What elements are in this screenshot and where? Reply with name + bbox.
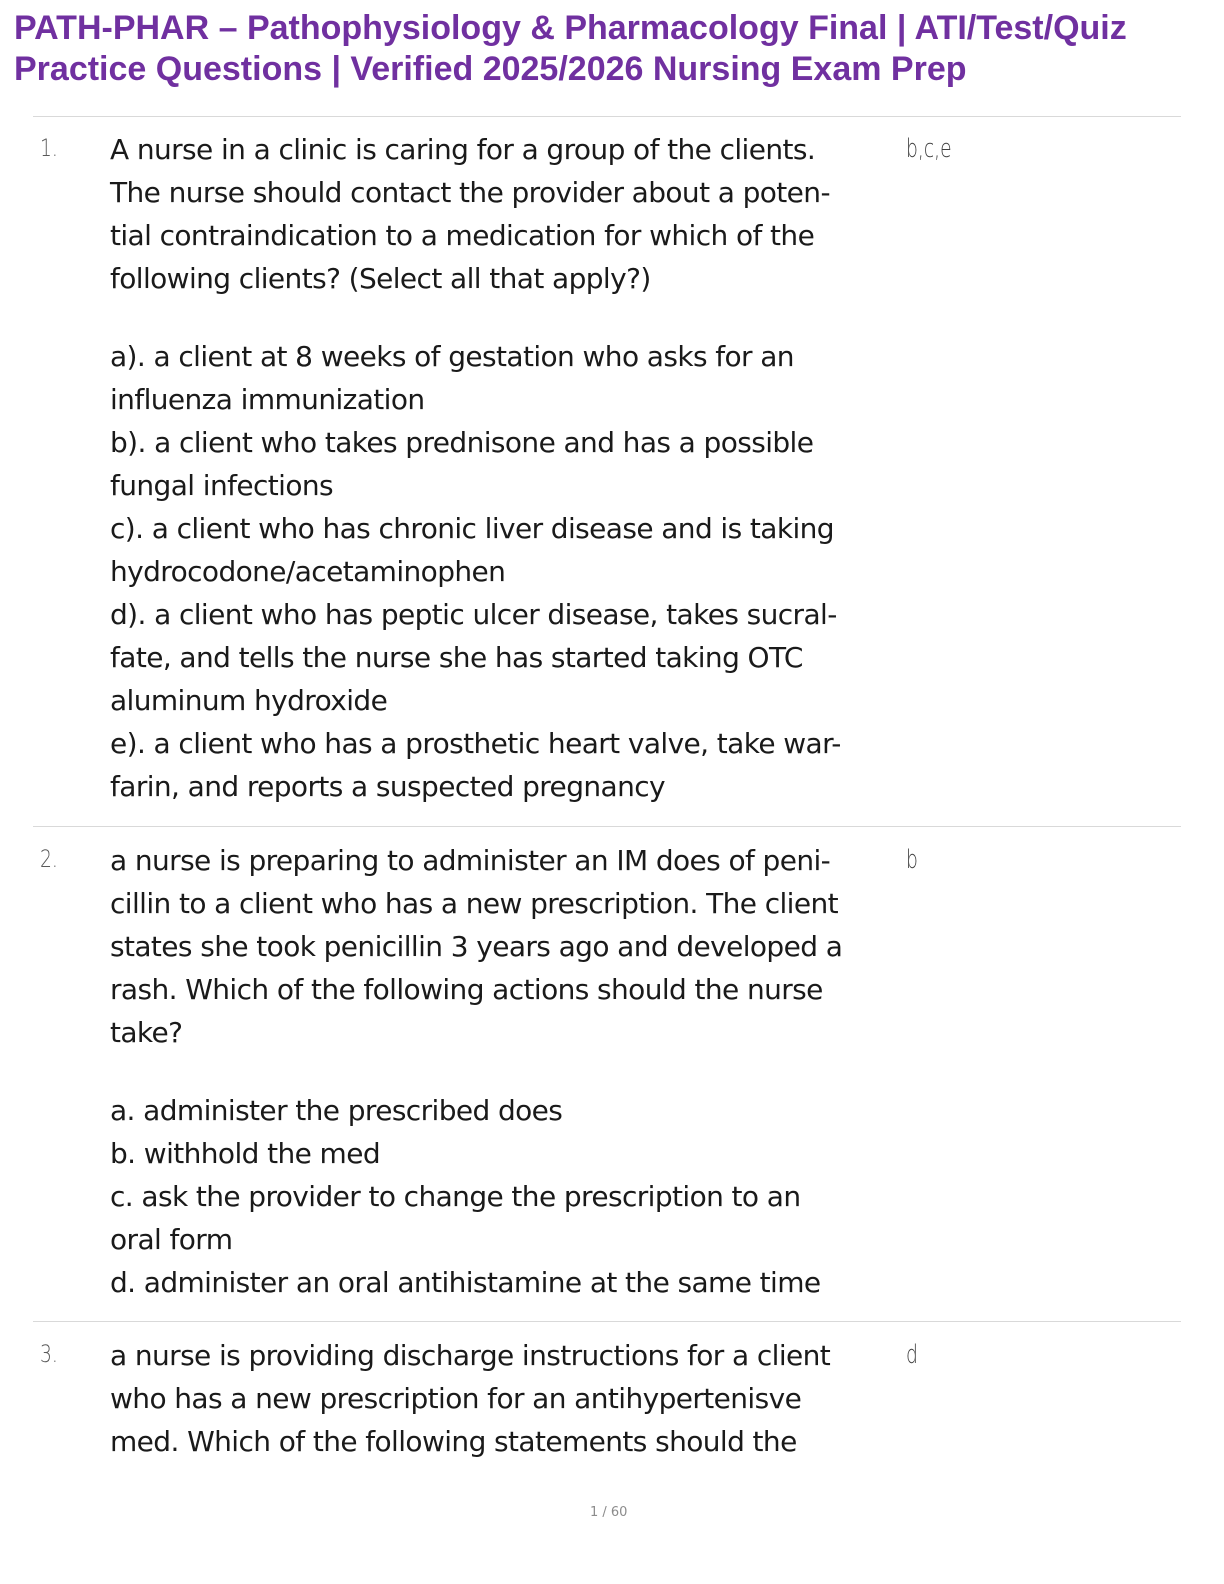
answer-option-line: c). a client who has chronic liver disease and is taking bbox=[110, 512, 834, 545]
question-answer: b bbox=[906, 845, 918, 875]
question-number: 2. bbox=[40, 845, 58, 873]
answer-option-line: hydrocodone/acetaminophen bbox=[110, 555, 506, 588]
question-stem-line: tial contraindication to a medication for which of the bbox=[110, 219, 815, 252]
question-stem-line: who has a new prescription for an antihypertenisve bbox=[110, 1382, 802, 1415]
answer-option-line: d. administer an oral antihistamine at the same time bbox=[110, 1266, 821, 1299]
question-stem-line: The nurse should contact the provider about a poten- bbox=[110, 176, 830, 209]
section-divider bbox=[33, 1321, 1181, 1322]
question-stem-line: med. Which of the following statements should the bbox=[110, 1425, 797, 1458]
answer-option-line: oral form bbox=[110, 1223, 233, 1256]
answer-option-line: b. withhold the med bbox=[110, 1137, 381, 1170]
question-stem-line: states she took penicillin 3 years ago and developed a bbox=[110, 930, 843, 963]
question-1-body bbox=[110, 128, 910, 808]
question-answer: d bbox=[906, 1340, 918, 1370]
question-answer: b,c,e bbox=[906, 134, 952, 164]
answer-option-line: a. administer the prescribed does bbox=[110, 1094, 563, 1127]
question-stem-line: take? bbox=[110, 1016, 183, 1049]
question-stem-line: rash. Which of the following actions should the nurse bbox=[110, 973, 823, 1006]
question-number: 3. bbox=[40, 1340, 58, 1368]
section-divider bbox=[33, 116, 1181, 117]
answer-option-line: influenza immunization bbox=[110, 383, 425, 416]
question-stem-line: cillin to a client who has a new prescription. The client bbox=[110, 887, 838, 920]
question-stem-line: a nurse is providing discharge instructions for a client bbox=[110, 1339, 831, 1372]
question-stem-line: a nurse is preparing to administer an IM does of peni- bbox=[110, 844, 831, 877]
answer-option-line: farin, and reports a suspected pregnancy bbox=[110, 770, 665, 803]
answer-option-line: fungal infections bbox=[110, 469, 333, 502]
document-title-line-1: PATH-PHAR – Pathophysiology & Pharmacology Final | ATI/Test/Quiz bbox=[14, 9, 1127, 47]
document-title-line-2: Practice Questions | Verified 2025/2026 Nursing Exam Prep bbox=[14, 50, 967, 88]
answer-option-line: fate, and tells the nurse she has started taking OTC bbox=[110, 641, 803, 674]
answer-option-line: d). a client who has peptic ulcer disease, takes sucral- bbox=[110, 598, 837, 631]
page-indicator: 1 / 60 bbox=[590, 1505, 628, 1520]
question-3-body bbox=[110, 1334, 910, 1463]
section-divider bbox=[33, 826, 1181, 827]
question-2-body bbox=[110, 839, 910, 1304]
answer-option-line: aluminum hydroxide bbox=[110, 684, 388, 717]
answer-option-line: e). a client who has a prosthetic heart valve, take war- bbox=[110, 727, 841, 760]
answer-option-line: b). a client who takes prednisone and has a possible bbox=[110, 426, 814, 459]
answer-option-line: a). a client at 8 weeks of gestation who asks for an bbox=[110, 340, 794, 373]
answer-option-line: c. ask the provider to change the prescription to an bbox=[110, 1180, 801, 1213]
question-stem-line: A nurse in a clinic is caring for a group of the clients. bbox=[110, 133, 816, 166]
document-title bbox=[14, 8, 1214, 90]
question-number: 1. bbox=[40, 134, 58, 162]
question-stem-line: following clients? (Select all that apply?) bbox=[110, 262, 651, 295]
